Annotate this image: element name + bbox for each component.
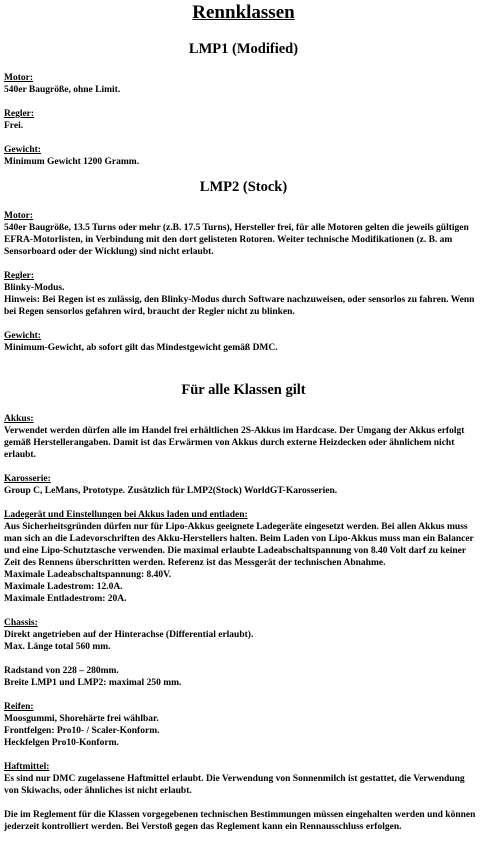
reifen-line: Heckfelgen Pro10-Konform.	[4, 738, 119, 748]
ladegeraet-line: und eine Lipo-Schutztasche verwenden. Die maximal erlaubte Ladeabschaltspannung von 8.40 Volt darf zu keiner	[4, 546, 467, 556]
radstand-line: Breite LMP1 und LMP2: maximal 250 mm.	[4, 678, 182, 688]
alle-klassen-heading: Für alle Klassen gilt	[181, 382, 306, 398]
lmp2-heading: LMP2 (Stock)	[199, 179, 288, 195]
haftmittel-label: Haftmittel:	[4, 762, 50, 772]
lmp2-regler-label: Regler:	[4, 271, 35, 281]
lmp1-heading: LMP1 (Modified)	[188, 41, 299, 57]
lmp1-regler-label: Regler:	[4, 109, 35, 119]
lmp2-regler-line: Blinky-Modus.	[4, 283, 65, 293]
schluss-line: Die im Reglement für die Klassen vorgegebenen technischen Bestimmungen müssen eingehalten werden und können	[4, 810, 476, 820]
karosserie-text: Group C, LeMans, Prototype. Zusätzlich für LMP2(Stock) WorldGT-Karosserien.	[4, 486, 338, 496]
lmp2-motor-line: EFRA-Motorlisten, in Verbindung mit den dort gelisteten Rotoren. Weiter technische Modifikationen (z. B. am	[4, 235, 453, 245]
akkus-line: erlaubt.	[4, 450, 36, 460]
karosserie-label: Karosserie:	[4, 474, 51, 484]
ladegeraet-line: Zeit des Rennens überschritten werden. Referenz ist das Messgerät der technischen Abnahme.	[4, 558, 386, 568]
akkus-line: Verwendet werden dürfen alle im Handel frei erhältlichen 2S-Akkus im Hardcase. Der Umgang der Akkus erfolgt	[4, 426, 465, 436]
ladegeraet-line: Maximale Entladestrom: 20A.	[4, 594, 127, 604]
lmp1-motor-label: Motor:	[4, 73, 34, 83]
reifen-line: Moosgummi, Shorehärte frei wählbar.	[4, 714, 159, 724]
lmp2-motor-label: Motor:	[4, 211, 34, 221]
ladegeraet-line: Maximale Ladestrom: 12.0A.	[4, 582, 123, 592]
chassis-line: Direkt angetrieben auf der Hinterachse (Differential erlaubt).	[4, 630, 254, 640]
schluss-line: jederzeit kontrolliert werden. Bei Verstoß gegen das Reglement kann ein Rennausschluss erfolgen.	[4, 822, 402, 832]
lmp1-regler-text: Frei.	[4, 121, 24, 131]
haftmittel-line: Es sind nur DMC zugelassene Haftmittel erlaubt. Die Verwendung von Sonnenmilch ist gestattet, die Verwendung	[4, 774, 465, 784]
reifen-line: Frontfelgen: Pro10- / Scaler-Konform.	[4, 726, 160, 736]
ladegeraet-line: Maximale Ladeabschaltspannung: 8.40V.	[4, 570, 172, 580]
document-page	[0, 2, 487, 865]
lmp2-gewicht-label: Gewicht:	[4, 331, 41, 341]
lmp2-gewicht-text: Minimum-Gewicht, ab sofort gilt das Mindestgewicht gemäß DMC.	[4, 343, 278, 353]
page-title: Rennklassen	[192, 2, 295, 23]
lmp2-motor-line: Sensorboard oder der Wicklung) sind nicht erlaubt.	[4, 247, 214, 257]
lmp2-regler-line: Hinweis: Bei Regen ist es zulässig, den Blinky-Modus durch Software nachzuweisen, oder sensorlos zu fahren. Wenn	[4, 295, 475, 305]
ladegeraet-line: Aus Sicherheitsgründen dürfen nur für Lipo-Akkus geeignete Ladegeräte eingesetzt werden. Bei allen Akkus muss	[4, 522, 468, 532]
lmp1-gewicht-text: Minimum Gewicht 1200 Gramm.	[4, 157, 140, 167]
haftmittel-line: von Skiwachs, oder ähnliches ist nicht erlaubt.	[4, 786, 192, 796]
lmp1-gewicht-label: Gewicht:	[4, 145, 41, 155]
lmp2-motor-line: 540er Baugröße, 13.5 Turns oder mehr (z.B. 17.5 Turns), Hersteller frei, für alle Motoren gelten die jeweils gültigen	[4, 223, 469, 233]
radstand-line: Radstand von 228 – 280mm.	[4, 666, 119, 676]
ladegeraet-label: Ladegerät und Einstellungen bei Akkus laden und entladen:	[4, 510, 248, 520]
reifen-label: Reifen:	[4, 702, 34, 712]
chassis-line: Max. Länge total 560 mm.	[4, 642, 111, 652]
chassis-label: Chassis:	[4, 618, 38, 628]
akkus-line: gemäß Herstellerangaben. Damit ist das Erwärmen von Akkus durch externe Heizdecken oder ähnlichem nicht	[4, 438, 455, 448]
lmp2-regler-line: bei Regen sensorlos gefahren wird, braucht der Regler nicht zu blinken.	[4, 307, 295, 317]
ladegeraet-line: man sich an die Ladevorschriften des Akku-Herstellers halten. Beim Laden von Lipo-Akkus muss man ein Balancer	[4, 534, 474, 544]
lmp1-motor-text: 540er Baugröße, ohne Limit.	[4, 85, 121, 95]
akkus-label: Akkus:	[4, 414, 34, 424]
